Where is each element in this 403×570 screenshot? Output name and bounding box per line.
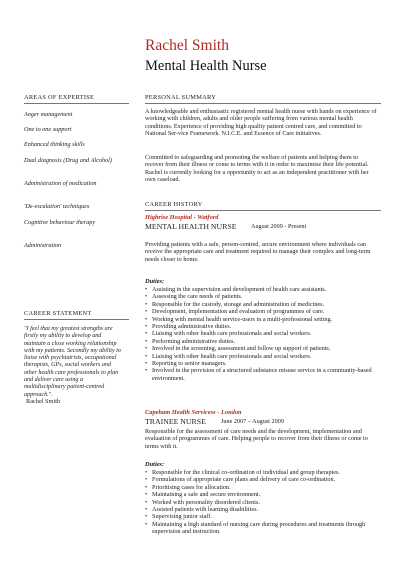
expertise-divider xyxy=(24,103,129,104)
job-role: MENTAL HEALTH NURSE xyxy=(145,222,237,231)
expertise-item: Enhanced thinking skills xyxy=(24,141,85,148)
job-description: Responsible for the assessment of care needs and the development, implementation and evaluation of programmes of care. Helping people to recover from their illness or come to terms with it. xyxy=(145,428,368,450)
duty-item: • Involved in the provision of a structured substance misuse service in a community-based environment. xyxy=(145,367,372,382)
duty-item: • Working with mental health service-users in a multi-professional setting. xyxy=(145,315,333,323)
expertise-item: Anger management xyxy=(24,111,73,118)
duty-item: • Worked with personality disordered clients. xyxy=(145,498,260,506)
duties-label: Duties: xyxy=(145,461,165,468)
candidate-name: Rachel Smith xyxy=(145,37,229,54)
bullet-icon: • xyxy=(145,483,148,491)
summary-divider xyxy=(145,103,381,104)
bullet-icon: • xyxy=(145,360,148,368)
expertise-item: Cognitive behaviour therapy xyxy=(24,219,96,226)
duty-item: • Assessing the care needs of patients. xyxy=(145,293,243,301)
career-statement-text: "I feel that my greatest strengths are firstly my ability to develop and maintain a close working relationship with my patients. Secondly my ability to liaise with psychiatrists, occupational therapists, GPs, social workers and other health care professionals to plan and deliver care using a multidisciplinary patient-centred approach.". xyxy=(24,326,121,398)
career-statement-divider xyxy=(24,319,129,320)
duty-item: • Maintaining a safe and secure environment. xyxy=(145,491,261,499)
expertise-item: Administration xyxy=(24,242,62,249)
summary-paragraph: A knowledgeable and enthusiastic registered mental health nurse with hands on experience of working with children, adults and older people suffering from various mental health conditions. Experience of providing high quality patient centred care, and committed to National Ser-vice Framework. N.I.C.E. and Essence of Care initiatives. xyxy=(145,108,377,137)
expertise-item: 'De-escalation' techniques xyxy=(24,203,90,210)
duty-item: • Supervising junior staff. xyxy=(145,513,212,521)
career-history-divider xyxy=(145,210,381,211)
duty-item: • Performing administrative duties. xyxy=(145,337,235,345)
duty-item: • Reporting to senior managers. xyxy=(145,360,227,368)
career-history-heading: CAREER HISTORY xyxy=(145,201,203,208)
job-description: Providing patients with a safe, person-centred, secure environment where individuals can receive the appropriate care and treatment required to manage their complex and long-term needs closer to home. xyxy=(145,241,371,263)
employer-name: Highrise Hospital - Watford xyxy=(145,214,219,221)
job-dates: June 2007 – August 2009 xyxy=(221,418,284,425)
summary-heading: PERSONAL SUMMARY xyxy=(145,94,217,101)
bullet-icon: • xyxy=(145,506,148,514)
expertise-item: Administration of medication xyxy=(24,180,97,187)
bullet-icon: • xyxy=(145,498,148,506)
bullet-icon: • xyxy=(145,293,148,301)
job-dates: August 2009 - Present xyxy=(251,223,307,230)
duties-label: Duties: xyxy=(145,278,165,285)
bullet-icon: • xyxy=(145,513,148,521)
employer-name: Capeham Health Servicess - London xyxy=(145,409,242,416)
duty-item: • Responsible for the clinical co-ordination of individual and group therapies. xyxy=(145,469,340,476)
signature-name: Rachel Smith xyxy=(26,398,61,405)
bullet-icon: • xyxy=(145,367,148,375)
bullet-icon: • xyxy=(145,286,148,293)
duty-item: • Liaising with other health care professionals and social workers. xyxy=(145,330,312,338)
duty-item: • Assisting in the supervision and development of health care assistants. xyxy=(145,286,327,293)
bullet-icon: • xyxy=(145,315,148,323)
duty-item: • Liaising with other health care professionals and social workers. xyxy=(145,352,312,360)
duty-item: • Responsible for the custody, storage and administration of medicines. xyxy=(145,300,325,308)
summary-paragraph: Committed to safeguarding and promoting the welfare of patients and helping them to recover from their illness or come to terms with it in order to maximise their life potential. Rachel is currently looking for a opportunity to act as an independent practitioner with her own caseload. xyxy=(145,154,369,183)
job-role: TRAINEE NURSE xyxy=(145,417,206,426)
bullet-icon: • xyxy=(145,469,148,476)
bullet-icon: • xyxy=(145,330,148,338)
bullet-icon: • xyxy=(145,300,148,308)
duty-item: • Providing administrative duties. xyxy=(145,323,232,331)
expertise-heading: AREAS OF EXPERTISE xyxy=(24,94,95,101)
bullet-icon: • xyxy=(145,476,148,484)
bullet-icon: • xyxy=(145,352,148,360)
duty-item: • Formulations of appropriate care plans and delivery of care co-ordination. xyxy=(145,476,336,484)
duties-list xyxy=(145,469,381,536)
job-role-line xyxy=(145,222,307,231)
duty-item: • Involved in the screening, assessment and follow up support of patients. xyxy=(145,345,331,353)
duty-item: • Maintaining a high standard of nursing care during procedures and treatments through supervision and instruction. xyxy=(145,520,366,536)
bullet-icon: • xyxy=(145,491,148,499)
bullet-icon: • xyxy=(145,308,148,316)
expertise-item: Dual diagnosis (Drug and Alcohol) xyxy=(24,157,112,164)
candidate-job-title: Mental Health Nurse xyxy=(145,58,267,74)
bullet-icon: • xyxy=(145,345,148,353)
bullet-icon: • xyxy=(145,337,148,345)
duty-item: • Prioritising cases for allocation. xyxy=(145,483,231,491)
duties-list xyxy=(145,286,381,382)
bullet-icon: • xyxy=(145,520,148,528)
job-role-line xyxy=(145,417,284,426)
career-statement-heading: CAREER STATEMENT xyxy=(24,310,92,317)
expertise-item: One to one support xyxy=(24,126,72,133)
duty-item: • Development, implementation and evaluation of programmes of care. xyxy=(145,308,325,316)
duty-item: • Assisted patients with learning disabilities. xyxy=(145,506,259,514)
bullet-icon: • xyxy=(145,323,148,331)
